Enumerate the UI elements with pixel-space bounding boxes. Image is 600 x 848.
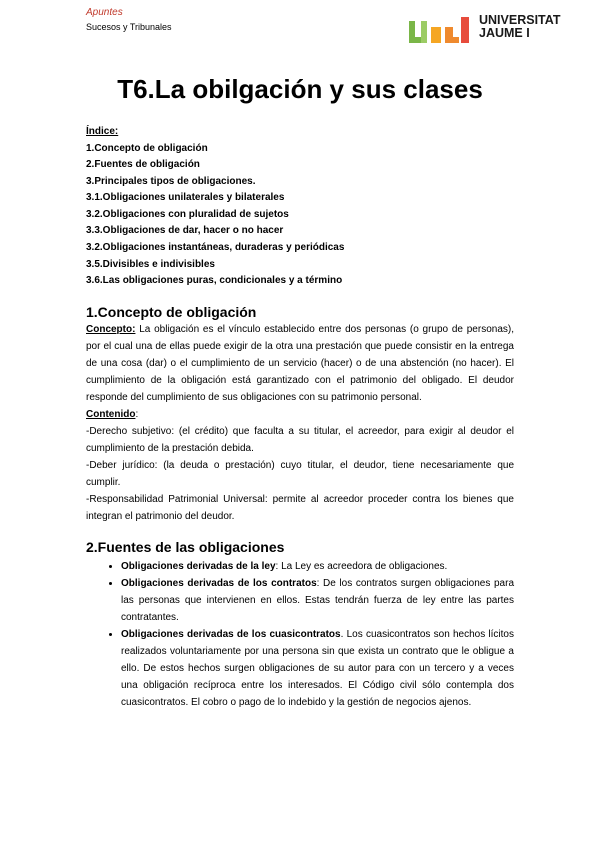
list-item — [121, 626, 514, 711]
section-2-heading: 2.Fuentes de las obligaciones — [86, 538, 285, 555]
contenido-line: -Derecho subjetivo: (el crédito) que faculta a su titular, el acreedor, para exigir al deudor el cumplimiento de la prestación debida. — [86, 425, 514, 454]
logo-line-2: JAUME I — [479, 26, 530, 40]
bullet-text: : De los contratos surgen obligaciones para las personas que intervienen en ellos. Estas tendrán fuerza de ley entre las partes contratantes. — [121, 577, 514, 623]
bullet-title: Obligaciones derivadas de los contratos — [121, 577, 317, 589]
logo-line-1: UNIVERSITAT — [479, 13, 561, 27]
index-item: 3.6.Las obligaciones puras, condicionales y a término — [86, 275, 343, 287]
page-title: T6.La obilgación y sus clases — [117, 74, 483, 104]
header-subject: Sucesos y Tribunales — [86, 22, 172, 32]
list-item — [121, 575, 514, 626]
logo-text — [479, 14, 560, 40]
logo-mark-icon — [409, 13, 475, 43]
contenido-colon: : — [135, 408, 139, 420]
index-item: 3.5.Divisibles e indivisibles — [86, 258, 215, 270]
index-item: 2.Fuentes de obligación — [86, 159, 200, 171]
document-body — [86, 124, 514, 711]
header-label: Apuntes — [86, 7, 123, 18]
index-item: 3.3.Obligaciones de dar, hacer o no hacer — [86, 225, 284, 237]
index-item: 1.Concepto de obligación — [86, 142, 208, 154]
list-item — [121, 558, 514, 575]
bullet-text: . Los cuasicontratos son hechos lícitos realizados voluntariamente por una persona sin que exista un contrato que le obligue a ello. De estos hechos surgen obligaciones de su autor para con un tercero y a veces una obligación recíproca entre los interesados. El Código civil sólo contempla dos cuasicontratos. El cobro o pago de lo indebido y la gestión de negocios ajenos. — [121, 628, 514, 708]
concepto-label: Concepto: — [86, 323, 136, 335]
index-item: 3.Principales tipos de obligaciones. — [86, 175, 256, 187]
index-list — [86, 141, 514, 290]
concepto-text: La obligación es el vínculo establecido entre dos personas (o grupo de personas), por el cual una de ellas puede exigir de la otra una prestación que puede consistir en la entrega de una cosa (dar) o el cumplimiento de un servicio (hacer) o de una abstención (no hacer). El cumplimiento de la obligación está garantizado con el patrimonio del obligado. El deudor responde del cumplimiento de sus obligaciones con su patrimonio personal. — [86, 323, 514, 403]
sources-list — [86, 558, 514, 711]
contenido-line: -Responsabilidad Patrimonial Universal: permite al acreedor proceder contra los bienes que integran el patrimonio del deudor. — [86, 493, 514, 522]
contenido-line: -Deber jurídico: (la deuda o prestación) cuyo titular, el deudor, tiene necesariamente que cumplir. — [86, 459, 514, 488]
index-item: 3.1.Obligaciones unilaterales y bilaterales — [86, 192, 285, 204]
bullet-title: Obligaciones derivadas de los cuasicontratos — [121, 628, 341, 640]
index-item: 3.2.Obligaciones instantáneas, duraderas y periódicas — [86, 242, 345, 254]
university-logo — [409, 13, 579, 43]
contenido-heading — [86, 406, 514, 423]
concepto-paragraph — [86, 321, 514, 406]
bullet-text: : La Ley es acreedora de obligaciones. — [275, 560, 448, 572]
index-item: 3.2.Obligaciones con pluralidad de sujetos — [86, 208, 289, 220]
section-1-heading: 1.Concepto de obligación — [86, 303, 257, 320]
index-title: Índice: — [86, 126, 119, 137]
bullet-title: Obligaciones derivadas de la ley — [121, 560, 276, 572]
contenido-label: Contenido — [86, 408, 136, 420]
